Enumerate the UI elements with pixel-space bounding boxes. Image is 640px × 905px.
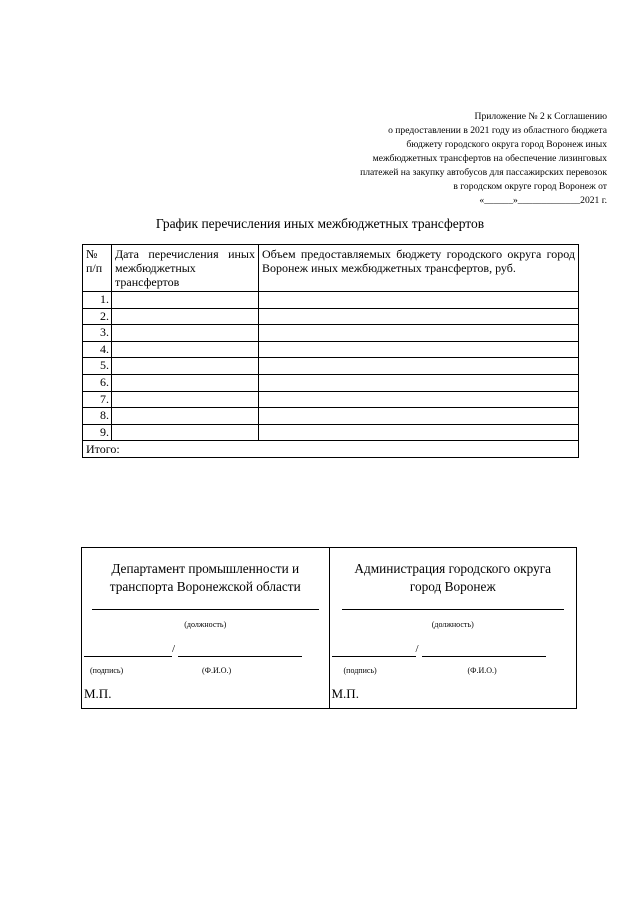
- row-amount-cell[interactable]: [259, 424, 579, 441]
- row-amount-cell[interactable]: [259, 408, 579, 425]
- header-amount: Объем предоставляемых бюджету городского округа город Воронеж иных межбюджетных трансфертов, руб.: [259, 245, 579, 292]
- row-number: 1.: [83, 292, 112, 309]
- row-amount-cell[interactable]: [259, 374, 579, 391]
- row-number: 2.: [83, 308, 112, 325]
- row-number: 5.: [83, 358, 112, 375]
- row-number: 8.: [83, 408, 112, 425]
- right-position-line[interactable]: [342, 609, 565, 610]
- right-stamp-label: М.П.: [331, 686, 359, 701]
- right-name-caption: (Ф.И.О.): [467, 666, 497, 675]
- right-position-caption: (должность): [431, 620, 474, 629]
- appendix-line: бюджету городского округа город Воронеж иных: [406, 139, 607, 150]
- table-row: [83, 292, 579, 309]
- document-title: График перечисления иных межбюджетных трансфертов: [155, 216, 485, 231]
- left-signature-line[interactable]: [84, 656, 172, 657]
- appendix-line: о предоставлении в 2021 году из областного бюджета: [388, 125, 607, 136]
- appendix-line: платежей на закупку автобусов для пассажирских перевозок: [360, 167, 607, 178]
- row-date-cell[interactable]: [112, 308, 259, 325]
- row-date-cell[interactable]: [112, 374, 259, 391]
- signature-right-party: [329, 548, 577, 709]
- appendix-note: [287, 110, 607, 208]
- appendix-line: межбюджетных трансфертов на обеспечение лизинговых: [372, 153, 607, 164]
- appendix-line: Приложение № 2 к Соглашению: [474, 111, 607, 122]
- left-slash: /: [172, 643, 176, 655]
- table-row: [83, 341, 579, 358]
- left-position-line[interactable]: [92, 609, 319, 610]
- row-date-cell[interactable]: [112, 408, 259, 425]
- table-total-row: [83, 441, 579, 458]
- row-number: 6.: [83, 374, 112, 391]
- table-row: [83, 408, 579, 425]
- row-amount-cell[interactable]: [259, 341, 579, 358]
- transfer-schedule-table: [82, 244, 579, 458]
- table-row: [83, 325, 579, 342]
- left-signature-caption: (подпись): [90, 666, 124, 675]
- appendix-date-line: «______»_____________2021 г.: [479, 195, 607, 206]
- right-slash: /: [415, 643, 419, 655]
- row-date-cell[interactable]: [112, 325, 259, 342]
- row-amount-cell[interactable]: [259, 292, 579, 309]
- table-row: [83, 391, 579, 408]
- table-row: [83, 358, 579, 375]
- row-date-cell[interactable]: [112, 292, 259, 309]
- right-name-line[interactable]: [422, 656, 546, 657]
- row-number: 4.: [83, 341, 112, 358]
- row-number: 9.: [83, 424, 112, 441]
- left-stamp-label: М.П.: [84, 686, 112, 701]
- table-header-row: [83, 245, 579, 292]
- table-row: [83, 374, 579, 391]
- row-number: 3.: [83, 325, 112, 342]
- row-date-cell[interactable]: [112, 424, 259, 441]
- row-amount-cell[interactable]: [259, 308, 579, 325]
- left-position-caption: (должность): [184, 620, 227, 629]
- row-date-cell[interactable]: [112, 358, 259, 375]
- row-amount-cell[interactable]: [259, 358, 579, 375]
- appendix-line: в городском округе город Воронеж от: [453, 181, 607, 192]
- left-org-name: Департамент промышленности и транспорта Воронежской области: [109, 561, 301, 594]
- table-row: [83, 308, 579, 325]
- row-date-cell[interactable]: [112, 391, 259, 408]
- header-date: Дата перечисления иных межбюджетных трансфертов: [112, 245, 259, 292]
- left-name-line[interactable]: [178, 656, 302, 657]
- table-row: [83, 424, 579, 441]
- left-name-caption: (Ф.И.О.): [202, 666, 232, 675]
- signature-left-party: [82, 548, 330, 709]
- row-date-cell[interactable]: [112, 341, 259, 358]
- right-signature-line[interactable]: [332, 656, 416, 657]
- row-number: 7.: [83, 391, 112, 408]
- total-label: Итого:: [83, 441, 579, 458]
- right-org-name: Администрация городского округа город Воронеж: [354, 561, 552, 594]
- signature-block: [81, 547, 577, 709]
- row-amount-cell[interactable]: [259, 391, 579, 408]
- right-signature-caption: (подпись): [343, 666, 377, 675]
- header-number: № п/п: [83, 245, 112, 292]
- row-amount-cell[interactable]: [259, 325, 579, 342]
